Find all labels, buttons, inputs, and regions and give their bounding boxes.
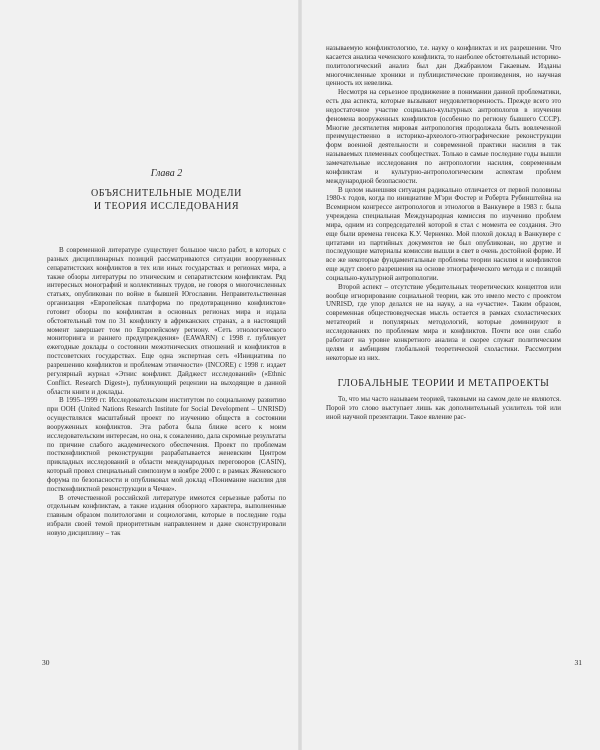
paragraph-continued: называемую конфликтологию, т.е. науку о конфликтах и их разрешении. Что касается анализа чеченского конфликта, то наиболее обстоятельный историко-политологический анализ был дан Джабраилом Гакаевым. Изданы многочисленные хроники и публицистические произведения, но научная ценность их невелика. <box>326 44 561 88</box>
chapter-title-line-2: И ТЕОРИЯ ИССЛЕДОВАНИЯ <box>93 201 240 212</box>
page-number-left: 30 <box>42 658 50 667</box>
left-page <box>0 0 298 750</box>
section-title: ГЛОБАЛЬНЫЕ ТЕОРИИ И МЕТАПРОЕКТЫ <box>337 378 550 390</box>
chapter-title-line-1: ОБЪЯСНИТЕЛЬНЫЕ МОДЕЛИ <box>90 188 242 199</box>
paragraph: Второй аспект – отсутствие убедительных теоретических концептов или вообще игнорирование социальной теории, как это имело место с проектом UNRISD, где упор делался не на науку, а на «участие». Таким образом, современная обществоведческая мысль остается в рамках схоластических метатеорий и популярных методологий, которые доминируют в исследованиях по проблемам мира и конфликтов. Почти все они слабо работают на уровне конкретного анализа и скорее служат политическим целям и амбициям глобальной теоретической схоластики. Рассмотрим некоторые из них. <box>326 282 561 362</box>
right-text-column <box>326 44 561 422</box>
page-number-right: 31 <box>574 658 582 667</box>
chapter-label: Глава 2 <box>150 168 183 179</box>
paragraph: То, что мы часто называем теорией, таковыми на самом деле не являются. Порой это слово выступает лишь как дополнительный усилитель той или иной научной презентации. Такое явление рас- <box>326 395 561 422</box>
paragraph: В целом нынешняя ситуация радикально отличается от первой половины 1980-х годов, когда по инициативе М'эри Фостер и Роберта Рубинштейна на Всемирном конгрессе антропологов и этнологов в Ванкувере в 1983 г. была учреждена специальная Международная комиссия по изучению проблем мира, одним из сопредседателей которой я стал с момента ее создания. Это еще были времена генсека К.У. Черненко. Мой плохой доклад в Ванкувере с цитатами из партийных документов не был опубликован, но другие и последующие материалы комиссии вышли в свет в очень достойной форме. И все же некоторые фундаментальные проблемы теории насилия и конфликтов еще ждут своего разрешения на основе этнографического метода и с позиций социально-культурной антропологии. <box>326 185 561 282</box>
paragraph: Несмотря на серьезное продвижение в понимании данной проблематики, есть два аспекта, которые вызывают неудовлетворенность. Прежде всего это недостаточное участие социально-культурных антропологов в изучении феномена вооруженных конфликтов (особенно по региону бывшего СССР). Многие десятилетия мировая антропология продолжала быть вовлеченной преимущественно в историко-археолого-этнографические реконструкции форм военной деятельности и современной практики насилия в так называемых племенных сообществах. Только в самые последние годы вышли замечательные исследования по антропологии насилия, современным конфликтам и культурно-антропологическим аспектам проблем международной безопасности. <box>326 88 561 185</box>
paragraph: В отечественной российской литературе имеются серьезные работы по отдельным конфликтам, а также издания обзорного характера, выполненные главным образом политологами и социологами, которые в последние годы избрали своей темой приоритетным направлением и даже сконструировали новую дисциплину – так <box>47 493 286 537</box>
chapter-title <box>47 187 286 213</box>
paragraph: В 1995–1999 гг. Исследовательским институтом по социальному развитию при ООН (United Nations Research Institute for Social Development – UNRISD) осуществлялся масштабный проект по изучению обществ в состоянии вооруженных конфликтов. Эта работа была ближе всего к моим исследовательским интересам, но она, к сожалению, дала скромные результаты по причине слабого академического обеспечения. Проект по проблемам постконфликтной реконструкции разрабатывается женевским Центром прикладных исследований в области международных переговоров (CASIN), который провел специальный симпозиум в ноябре 2000 г. в рамках Женевского форума по безопасности и опубликовал мой доклад «Понимание насилия для постконфликтной реконструкции в Чечне». <box>47 396 286 493</box>
paragraph: В современной литературе существует большое число работ, в которых с разных дисциплинарных позиций рассматриваются ситуации вооруженных сепаратистских конфликтов в тех или иных государствах и регионах мира, а также обзоры литературы по этническим и сепаратистским конфликтам. Ряд интересных монографий и коллективных трудов, не говоря о многочисленных статьях, опубликован по войне в бывшей Югославии. Неправительственная организация «Европейская платформа по предотвращению конфликтов» готовит обзоры по конфликтам в основных регионах мира и издала обстоятельный том по 31 конфликту в африканских странах, а в настоящий момент завершает том по Европейскому региону. «Сеть этнологического мониторинга и раннего предупреждения» (EAWARN) с 1998 г. публикует ежегодные доклады о состоянии межэтнических отношений и конфликтов в постсоветских государствах. Еще одна экспертная сеть «Инициатива по разрешению конфликтов и проблемам этничности» (INCORE) с 1998 г. издает регулярный журнал «Этнис конфликт. Дайджест исследований» («Ethnic Conflict. Research Digest»), публикующий рецензии на выходящие в данной области книги и доклады. <box>47 246 286 396</box>
right-page <box>302 0 600 750</box>
left-text-column <box>47 168 286 538</box>
